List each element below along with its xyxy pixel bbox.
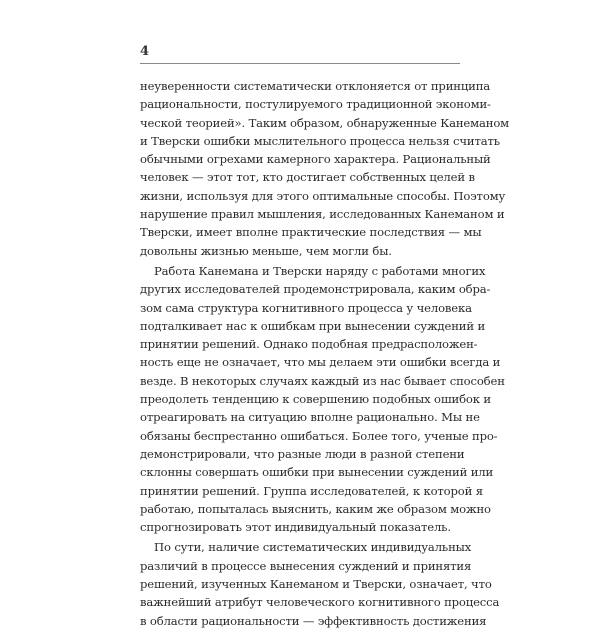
text-line: ность еще не означает, что мы делаем эти ошибки всегда и: [140, 355, 501, 370]
text-line: зом сама структура когнитивного процесса у человека: [140, 300, 472, 315]
text-line: в области рациональности — эффективность достижения: [140, 613, 487, 628]
body-text: [140, 77, 510, 632]
text-line: рациональности, постулируемого традиционной экономи-: [140, 97, 491, 112]
text-line: и Тверски ошибки мыслительного процесса нельзя считать: [140, 133, 500, 148]
paragraph: [140, 538, 500, 629]
text-line: человек — этот тот, кто достигает собственных целей в: [140, 170, 475, 185]
text-line: Работа Канемана и Тверски наряду с работами многих: [154, 263, 486, 278]
text-line: жизни, используя для этого оптимальные способы. Поэтому: [140, 188, 506, 203]
paragraph: [140, 262, 505, 536]
text-line: ческой теорией». Таким образом, обнаруженные Канеманом: [140, 115, 510, 130]
text-line: принятии решений. Группа исследователей, к которой я: [140, 483, 483, 498]
text-line: решений, изученных Канеманом и Тверски, означает, что: [140, 577, 492, 592]
text-line: спрогнозировать этот индивидуальный показатель.: [140, 520, 451, 535]
text-line: обычными огрехами камерного характера. Рациональный: [140, 152, 491, 167]
text-line: других исследователей продемонстрировала, каким обра-: [140, 282, 491, 297]
text-line: важнейший атрибут человеческого когнитивного процесса: [140, 595, 500, 610]
text-line: Тверски, имеет вполне практические последствия — мы: [140, 225, 482, 240]
header-rule: [140, 63, 460, 64]
text-line: обязаны беспрестанно ошибаться. Более того, ученые про-: [140, 428, 498, 443]
paragraph: [140, 77, 510, 260]
text-line: склонны совершать ошибки при вынесении суждений или: [140, 465, 494, 480]
text-line: По сути, наличие систематических индивидуальных: [154, 540, 472, 555]
text-line: различий в процессе вынесения суждений и принятия: [140, 558, 472, 573]
text-line: довольны жизнью меньше, чем могли бы.: [140, 243, 392, 258]
text-line: подталкивает нас к ошибкам при вынесении суждений и: [140, 318, 486, 333]
text-line: принятии решений. Однако подобная предрасположен-: [140, 337, 478, 352]
text-line: нарушение правил мышления, исследованных Канеманом и: [140, 207, 505, 222]
text-line: работаю, попыталась выяснить, каким же образом можно: [140, 501, 491, 516]
page-number: 4: [140, 44, 150, 59]
text-line: отреагировать на ситуацию вполне рационально. Мы не: [140, 410, 480, 425]
text-line: преодолеть тенденцию к совершению подобных ошибок и: [140, 392, 491, 407]
text-line: везде. В некоторых случаях каждый из нас бывает способен: [140, 373, 505, 388]
text-line: неуверенности систематически отклоняется от принципа: [140, 79, 491, 93]
text-line: демонстрировали, что разные люди в разной степени: [140, 446, 465, 461]
